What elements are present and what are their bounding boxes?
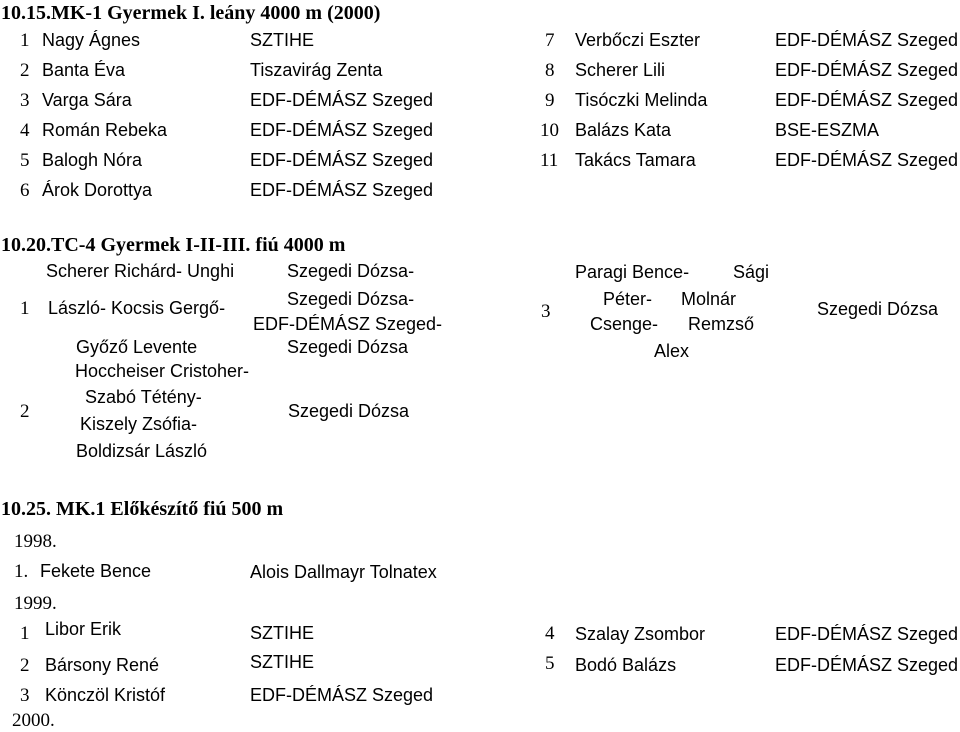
club-name: Szegedi Dózsa [288,401,410,421]
club-name: Szegedi Dózsa [287,337,409,357]
rank-number: 3 [20,90,30,111]
athlete-name: Árok Dorottya [42,180,153,200]
club-name: EDF-DÉMÁSZ Szeged [775,624,959,644]
rank-number: 2 [20,60,30,81]
club-name: EDF-DÉMÁSZ Szeged [775,90,959,110]
crew-names: Csenge- [590,314,659,334]
athlete-name: Varga Sára [42,90,132,110]
athlete-name: Libor Erik [45,619,122,639]
crew-names: Remzső [688,314,755,334]
athlete-name: Banta Éva [42,60,126,80]
club-name: EDF-DÉMÁSZ Szeged [775,150,959,170]
rank-number: 7 [545,30,555,51]
crew-names: Szabó Tétény- [85,387,202,407]
club-name: EDF-DÉMÁSZ Szeged [250,90,434,110]
club-name: Szegedi Dózsa- [287,289,415,309]
club-name: EDF-DÉMÁSZ Szeged [250,120,434,140]
rank-number: 2 [20,655,30,676]
crew-names: Péter- [603,289,653,309]
rank-number: 4 [545,623,555,644]
rank-number: 2 [20,401,30,422]
year-label: 1999. [14,593,57,614]
section-title: 10.15.MK-1 Gyermek I. leány 4000 m (2000) [1,2,381,24]
club-name: Szegedi Dózsa [817,299,939,319]
athlete-name: Scherer Lili [575,60,666,80]
crew-names: Kiszely Zsófia- [80,414,198,434]
rank-number: 6 [20,180,30,201]
club-name: EDF-DÉMÁSZ Szeged [250,685,434,705]
athlete-name: Román Rebeka [42,120,168,140]
club-name: BSE-ESZMA [775,120,880,140]
club-name: EDF-DÉMÁSZ Szeged [250,180,434,200]
crew-names: Scherer Richárd- Unghi [46,261,235,281]
club-name: SZTIHE [250,623,315,643]
crew-names: Sági [733,262,770,282]
club-name: EDF-DÉMÁSZ Szeged [775,30,959,50]
athlete-name: Nagy Ágnes [42,30,141,50]
athlete-name: Szalay Zsombor [575,624,706,644]
athlete-name: Verbőczi Eszter [575,30,701,50]
crew-names: Győző Levente [76,337,198,357]
rank-number: 5 [545,653,555,674]
rank-number: 10 [540,120,559,141]
rank-number: 1 [20,30,30,51]
year-label: 2000. [12,710,55,731]
athlete-name: Bársony René [45,655,160,675]
crew-names: Paragi Bence- [575,262,690,282]
rank-number: 3 [20,685,30,706]
crew-names: Molnár [681,289,737,309]
club-name: EDF-DÉMÁSZ Szeged [775,60,959,80]
rank-number: 4 [20,120,30,141]
rank-number: 9 [545,90,555,111]
rank-number: 3 [541,301,551,322]
crew-names: Hoccheiser Cristoher- [75,361,250,381]
club-name: SZTIHE [250,30,315,50]
crew-names: Alex [654,341,690,361]
athlete-name: Balogh Nóra [42,150,143,170]
club-name: Tiszavirág Zenta [250,60,383,80]
club-name: EDF-DÉMÁSZ Szeged [775,655,959,675]
section-title: 10.25. MK.1 Előkészítő fiú 500 m [1,498,284,520]
rank-number: 8 [545,60,555,81]
athlete-name: Bodó Balázs [575,655,677,675]
athlete-name: Fekete Bence [40,561,152,581]
athlete-name: Tisóczki Melinda [575,90,708,110]
athlete-name: Balázs Kata [575,120,672,140]
crew-names: László- Kocsis Gergő- [48,298,226,318]
club-name: EDF-DÉMÁSZ Szeged [250,150,434,170]
year-label: 1998. [14,531,57,552]
athlete-name: Könczöl Kristóf [45,685,166,705]
rank-number: 11 [540,150,559,171]
club-name: Szegedi Dózsa- [287,261,415,281]
athlete-name: Takács Tamara [575,150,696,170]
crew-names: Boldizsár László [76,441,208,461]
club-name: EDF-DÉMÁSZ Szeged- [253,314,443,334]
rank-number: 1 [20,298,30,319]
rank-number: 5 [20,150,30,171]
section-title: 10.20.TC-4 Gyermek I-II-III. fiú 4000 m [1,234,346,256]
club-name: SZTIHE [250,652,315,672]
rank-number: 1 [20,623,30,644]
rank-number: 1. [14,561,29,582]
club-name: Alois Dallmayr Tolnatex [250,562,437,582]
